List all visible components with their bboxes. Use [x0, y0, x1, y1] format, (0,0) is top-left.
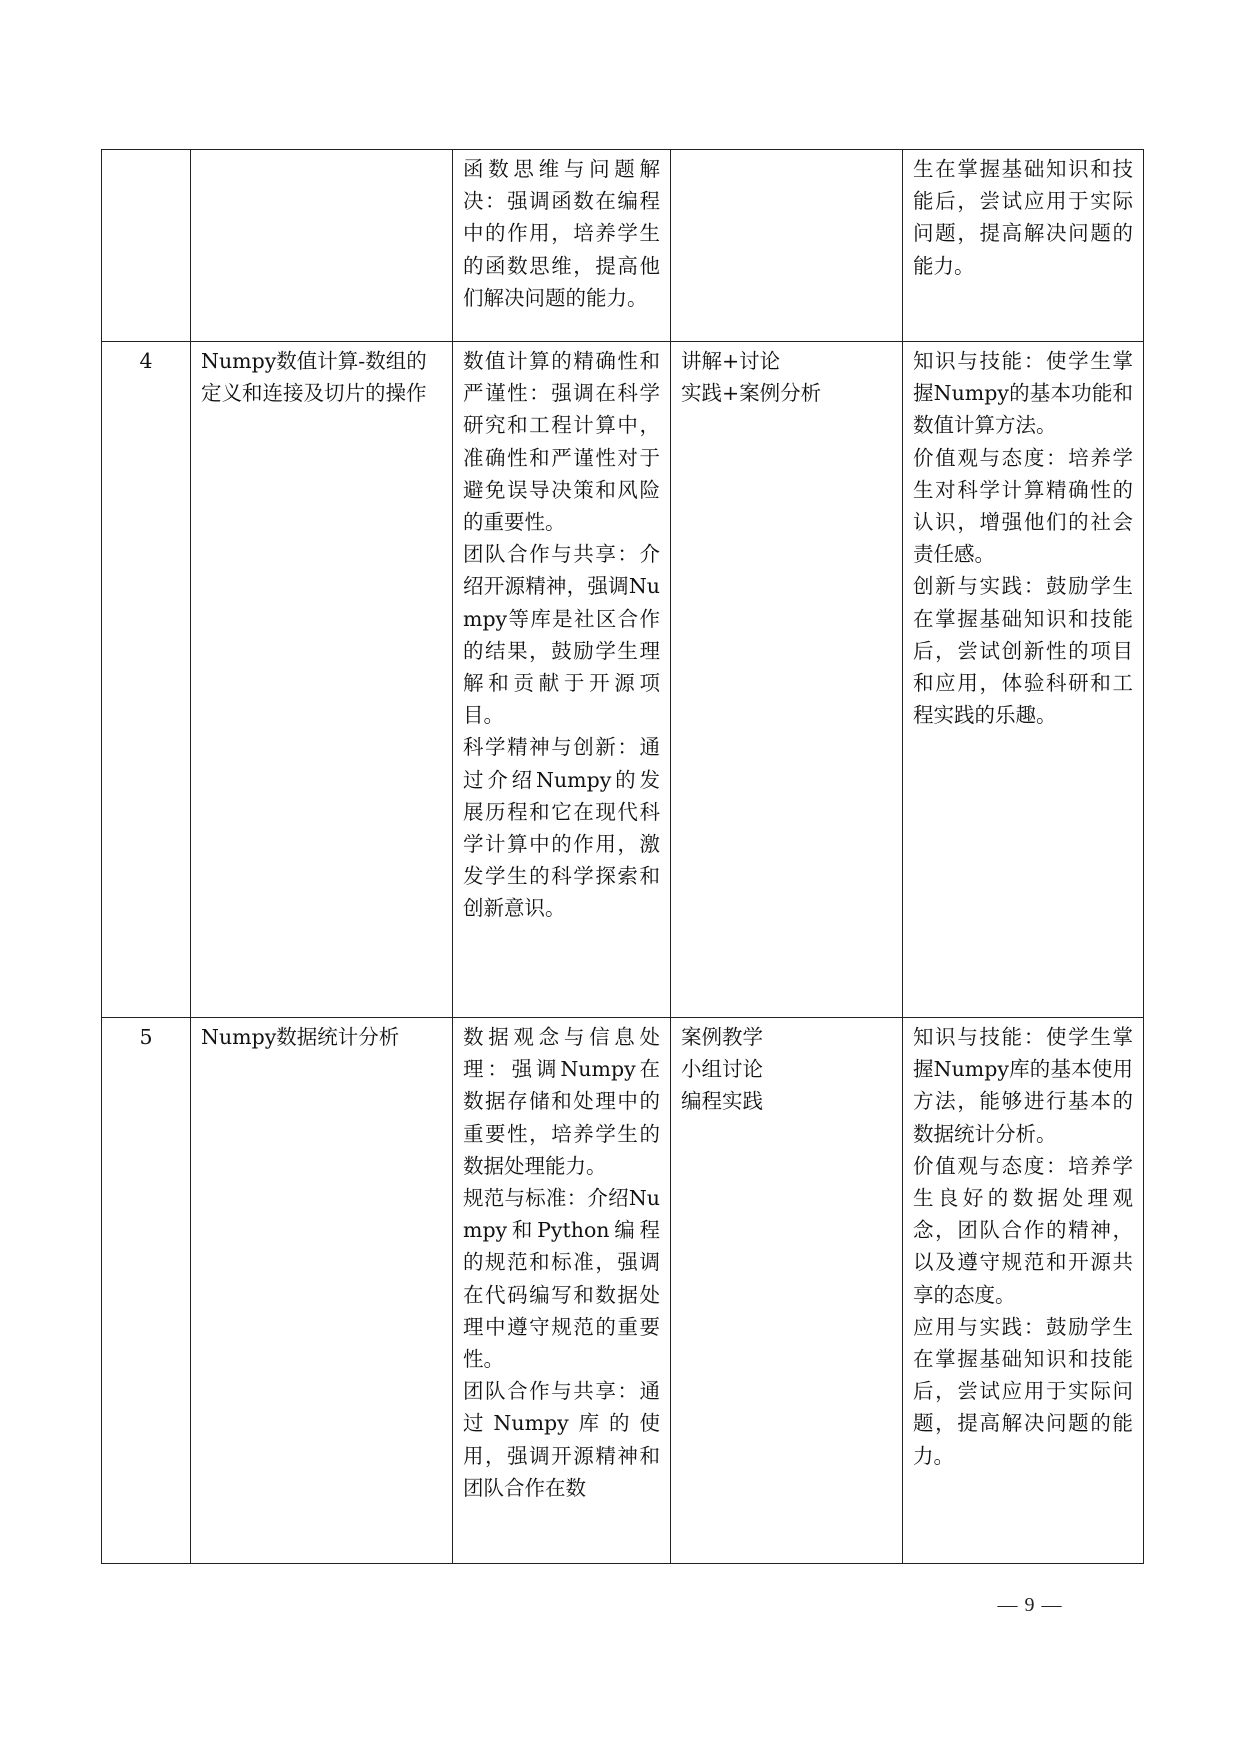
row-number: 4 — [102, 342, 191, 1018]
content-paragraph: 规范与标准：介绍Numpy和Python编程的规范和标准，强调在代码编写和数据处理中遵守规范的重要性。 — [463, 1186, 660, 1372]
method-item: 实践+案例分析 — [681, 381, 822, 406]
goal-paragraph: 创新与实践：鼓励学生在掌握基础知识和技能后，尝试创新性的项目和应用，体验科研和工程实践的乐趣。 — [913, 574, 1133, 728]
goal-paragraph: 应用与实践：鼓励学生在掌握基础知识和技能后，尝试应用于实际问题，提高解决问题的能力。 — [913, 1314, 1133, 1468]
row-content — [453, 342, 671, 1018]
table-row — [102, 1018, 1144, 1564]
row-topic: Numpy数据统计分析 — [191, 1018, 453, 1564]
method-item: 小组讨论 — [681, 1057, 763, 1082]
syllabus-table — [101, 149, 1144, 1564]
method-item: 讲解+讨论 — [681, 349, 781, 373]
row-content — [453, 150, 671, 342]
table-row — [102, 342, 1144, 1018]
row-topic: Numpy数值计算-数组的定义和连接及切片的操作 — [191, 342, 453, 1018]
goal-paragraph: 生在掌握基础知识和技能后，尝试应用于实际问题，提高解决问题的能力。 — [913, 157, 1133, 278]
content-paragraph: 数值计算的精确性和严谨性：强调在科学研究和工程计算中，准确性和严谨性对于避免误导决策和风险的重要性。 — [463, 349, 660, 535]
content-paragraph: 科学精神与创新：通过介绍Numpy的发展历程和它在现代科学计算中的作用，激发学生的科学探索和创新意识。 — [463, 735, 660, 921]
row-content — [453, 1018, 671, 1564]
page-number: — 9 — — [997, 1594, 1063, 1616]
table-row — [102, 150, 1144, 342]
row-number: 5 — [102, 1018, 191, 1564]
row-goals — [903, 150, 1144, 342]
row-method — [671, 1018, 903, 1564]
content-paragraph: 团队合作与共享：通过Numpy库的使用，强调开源精神和团队合作在数 — [463, 1379, 660, 1500]
row-topic — [191, 150, 453, 342]
goal-paragraph: 知识与技能：使学生掌握Numpy的基本功能和数值计算方法。 — [913, 349, 1133, 438]
goal-paragraph: 知识与技能：使学生掌握Numpy库的基本使用方法，能够进行基本的数据统计分析。 — [913, 1025, 1133, 1146]
row-method — [671, 342, 903, 1018]
goal-paragraph: 价值观与态度：培养学生良好的数据处理观念，团队合作的精神，以及遵守规范和开源共享的态度。 — [913, 1153, 1133, 1307]
content-paragraph: 函数思维与问题解决：强调函数在编程中的作用，培养学生的函数思维，提高他们解决问题的能力。 — [463, 157, 660, 310]
row-number — [102, 150, 191, 342]
content-paragraph: 数据观念与信息处理：强调Numpy在数据存储和处理中的重要性，培养学生的数据处理能力。 — [463, 1025, 660, 1178]
goal-paragraph: 价值观与态度：培养学生对科学计算精确性的认识，增强他们的社会责任感。 — [913, 445, 1133, 567]
row-method — [671, 150, 903, 342]
row-goals — [903, 1018, 1144, 1564]
row-goals — [903, 342, 1144, 1018]
method-item: 编程实践 — [681, 1089, 763, 1114]
content-paragraph: 团队合作与共享：介绍开源精神，强调Numpy等库是社区合作的结果，鼓励学生理解和贡献于开源项目。 — [463, 542, 660, 728]
method-item: 案例教学 — [681, 1025, 763, 1049]
